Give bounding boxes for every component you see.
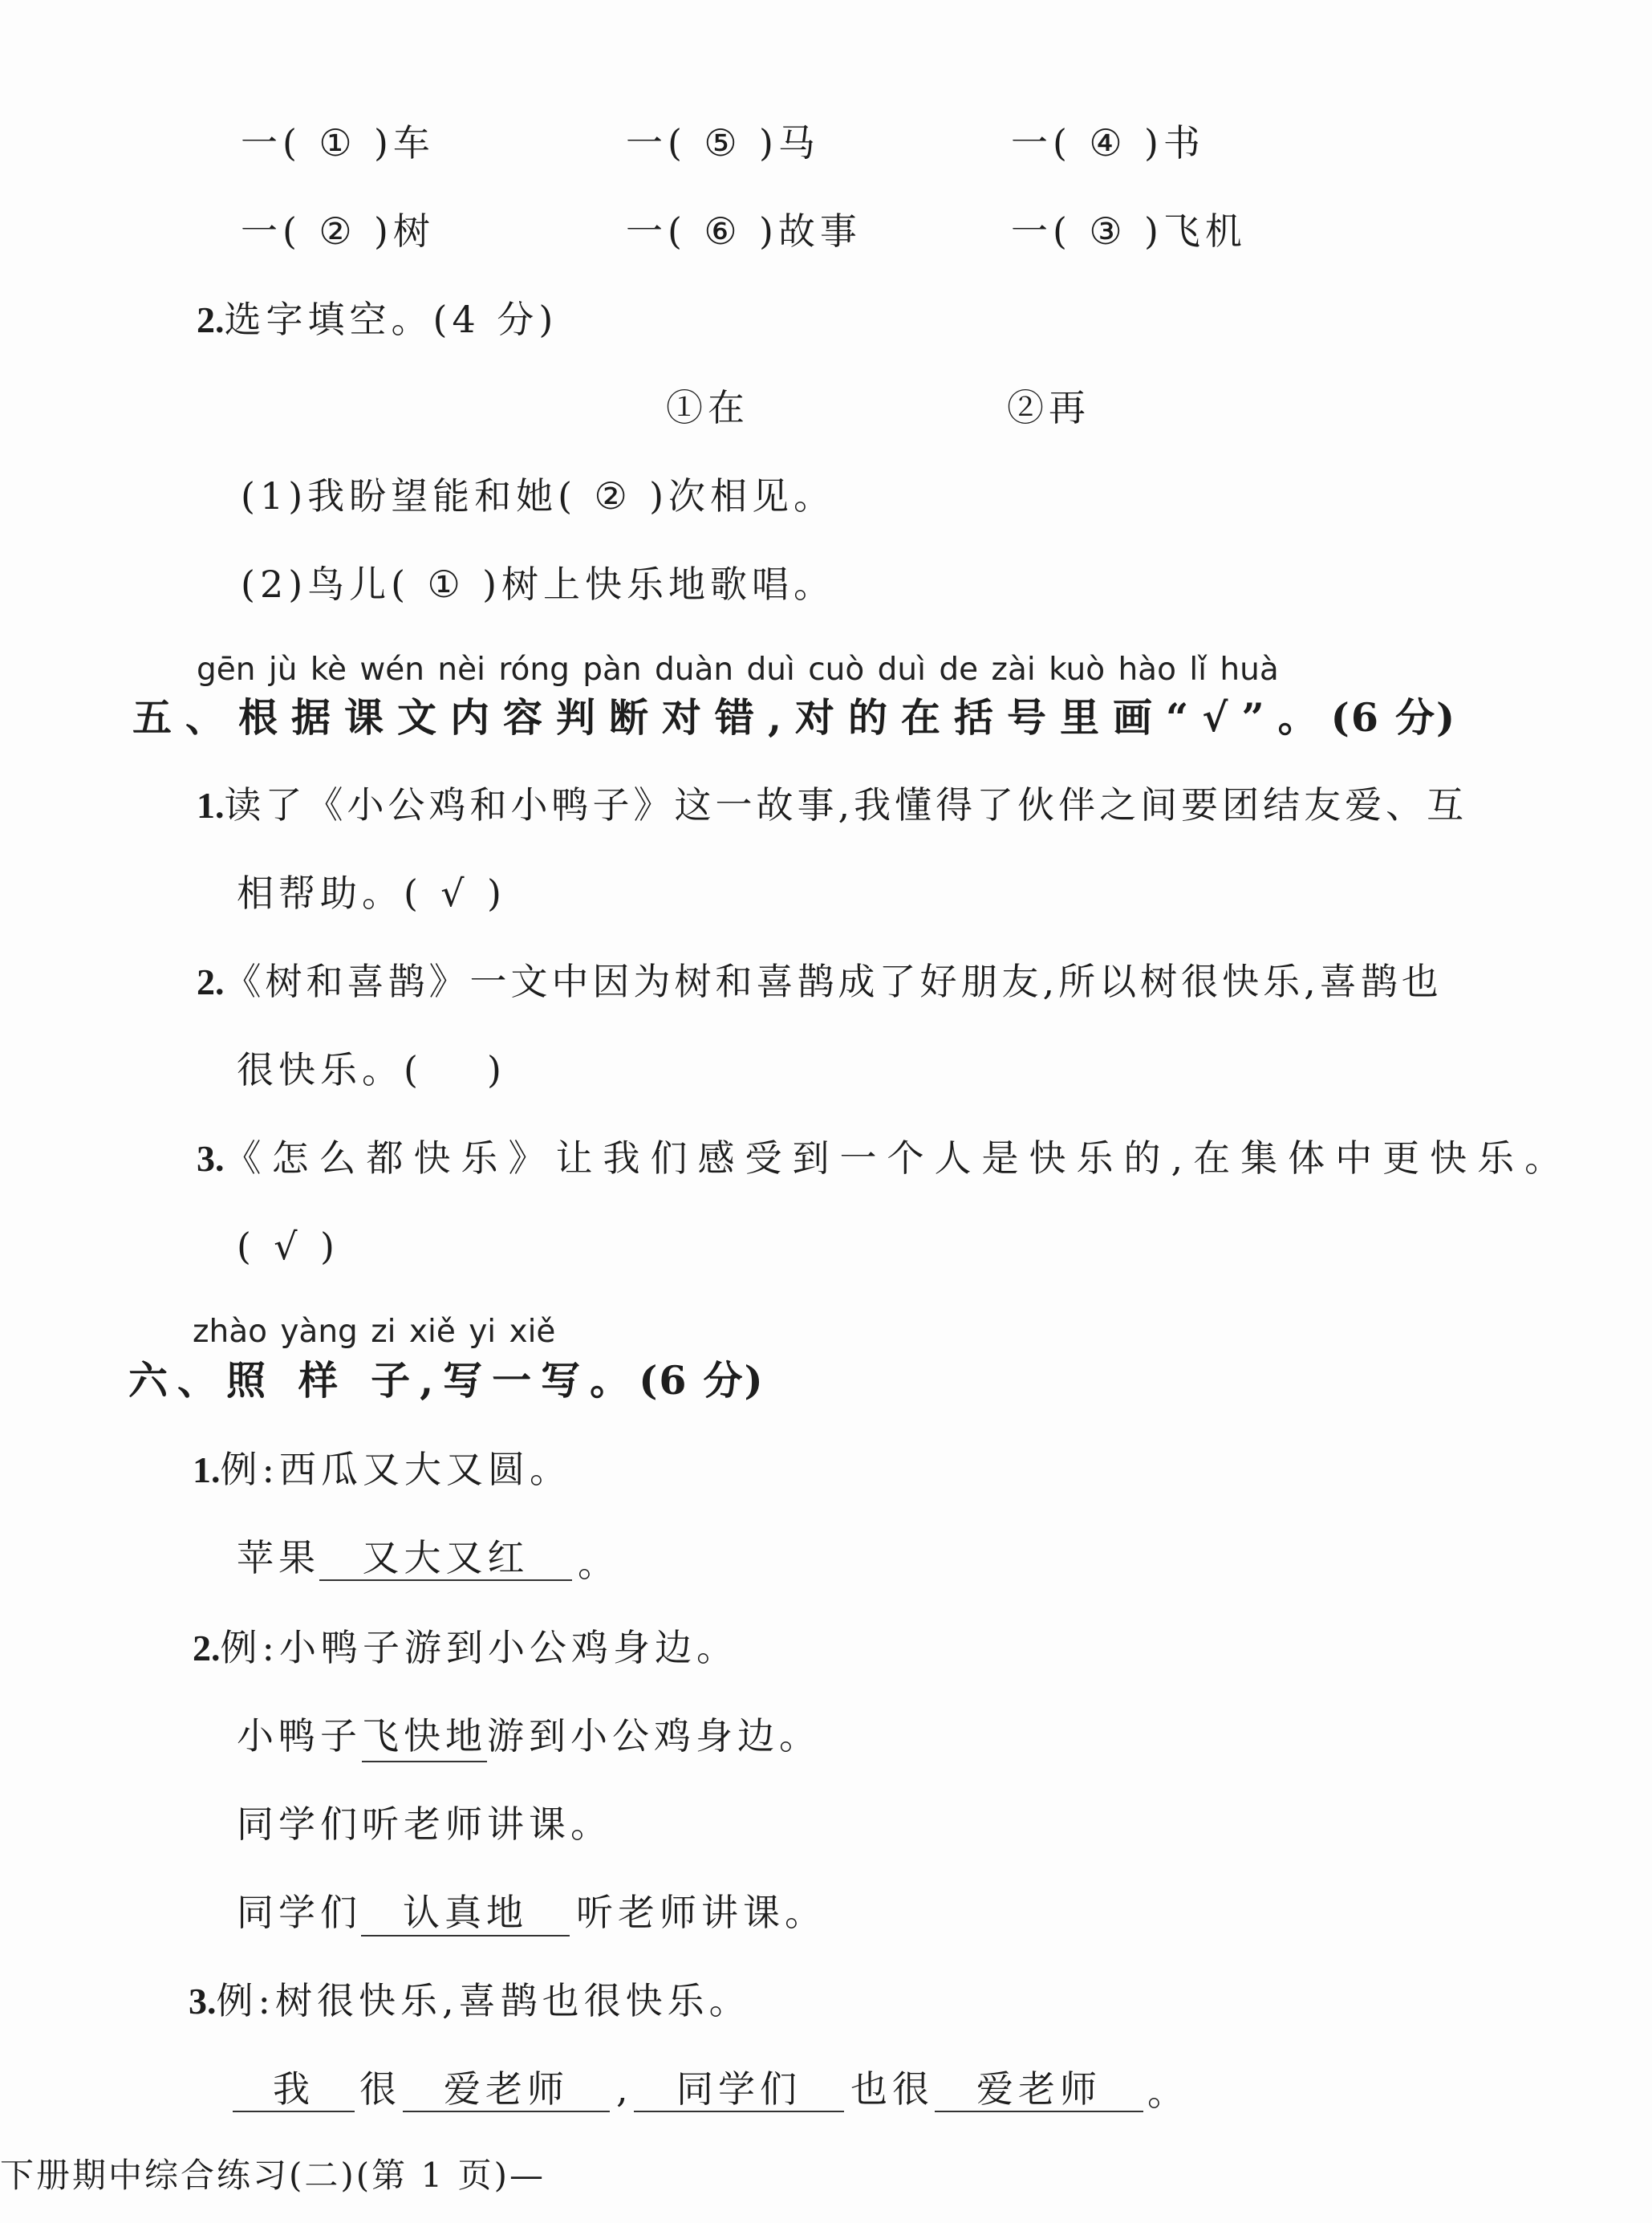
section6-q3-word-2: 也很 (850, 2067, 934, 2111)
section6-q3-end: 。 (1147, 2071, 1184, 2114)
answer-line (361, 1935, 570, 1936)
section5-item-3: 3.《怎么都快乐》让我们感受到一个人是快乐的,在集体中更快乐。 (197, 1136, 1573, 1180)
section6-q3-comma: , (616, 2067, 628, 2111)
highlighted-word: 飞快地 (362, 1714, 487, 1762)
section5-item-1: 1.读了《小公鸡和小鸭子》这一故事,我懂得了伙伴之间要团结友爱、互 (197, 783, 1468, 827)
q2-option-2: ②再 (1007, 386, 1090, 429)
section6-heading: 六、照 样 子,写一写。(6 分) (128, 1357, 765, 1404)
section5-item-3-cont: ( √ ) (237, 1225, 339, 1268)
section5-item-1-cont: 相帮助。( √ ) (237, 872, 506, 915)
section5-heading: 五、根据课文内容判断对错,对的在括号里画“√”。(6 分) (132, 694, 1457, 741)
measure-word-2: 一( ⑤ )马 (626, 121, 820, 165)
section5-item-2-cont: 很快乐。( ) (237, 1048, 506, 1091)
section5-item-2: 2.《树和喜鹊》一文中因为树和喜鹊成了好朋友,所以树很快乐,喜鹊也 (197, 960, 1443, 1003)
answer-line (935, 2111, 1143, 2112)
answer-mark-3: √ (274, 1225, 302, 1268)
measure-word-5: 一( ⑥ )故事 (626, 209, 862, 253)
section6-q2-model-sentence: 小鸭子飞快地游到小公鸡身边。 (237, 1717, 821, 1754)
section6-q3-blank-1: 我 (273, 2067, 315, 2111)
q2-title: 2.选字填空。(4 分) (197, 298, 558, 341)
q2-item-2: (2)鸟儿( ① )树上快乐地歌唱。 (241, 563, 836, 606)
measure-word-6: 一( ③ )飞机 (1011, 209, 1247, 253)
section6-q2-answer: 认真地 (403, 1891, 528, 1934)
section6-q2-example: 2.例:小鸭子游到小公鸡身边。 (193, 1626, 738, 1669)
section5-pinyin: gēn jù kè wén nèi róng pàn duàn duì cuò duì de zài kuò hào lǐ huà (197, 652, 1279, 688)
section6-pinyin: zhào yàng zi xiě yi xiě (193, 1314, 556, 1350)
section6-q3-example: 3.例:树很快乐,喜鹊也很快乐。 (189, 1979, 751, 2022)
section6-q1-example: 1.例:西瓜又大又圆。 (193, 1448, 571, 1491)
section6-q3-blank-2: 爱老师 (444, 2067, 569, 2111)
section6-q1-prefix: 苹果 (237, 1536, 320, 1579)
page-footer: 下册期中综合练习(二)(第 1 页)— (0, 2156, 546, 2195)
section6-q1-suffix: 。 (578, 1542, 615, 1585)
q2-item-1: (1)我盼望能和她( ② )次相见。 (241, 474, 836, 518)
section6-q1-answer: 又大又红 (362, 1536, 530, 1579)
answer-line (403, 2111, 610, 2112)
answer-line (233, 2111, 355, 2112)
section6-q3-word-1: 很 (359, 2067, 396, 2111)
section6-q2-plain: 同学们听老师讲课。 (237, 1802, 612, 1846)
section6-q2-prefix: 同学们 (237, 1891, 362, 1934)
section6-q3-blank-4: 爱老师 (976, 2067, 1102, 2111)
measure-word-4: 一( ② )树 (241, 209, 435, 253)
measure-word-3: 一( ④ )书 (1011, 121, 1205, 165)
section6-q2-suffix: 听老师讲课。 (576, 1891, 826, 1934)
answer-mark-1: √ (440, 872, 469, 915)
q2-option-1: ①在 (666, 386, 749, 429)
answer-line (319, 1579, 572, 1581)
section6-q3-blank-3: 同学们 (676, 2067, 802, 2111)
answer-line (634, 2111, 844, 2112)
measure-word-1: 一( ① )车 (241, 121, 435, 165)
